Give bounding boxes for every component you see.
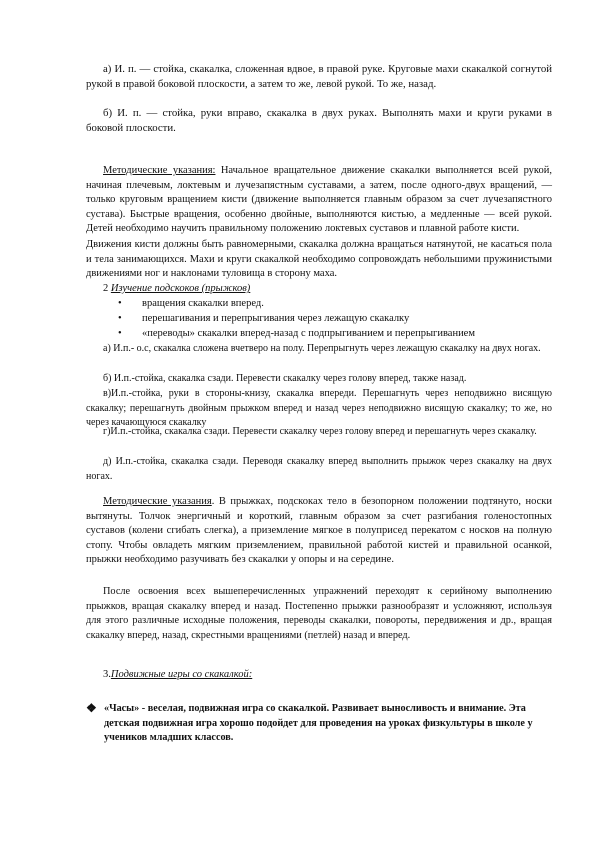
exercise-d-paragraph: д) И.п.-стойка, скакалка сзади. Переводя скакалку вперед выполнить прыжок через скакалку на двух ногах.: [86, 456, 552, 482]
bullet-dot-icon: •: [118, 313, 122, 324]
exercise-g-paragraph: г)И.п.-стойка, скакалка сзади. Перевести скакалку через голову вперед и перешагнуть через скакалку.: [103, 426, 537, 437]
section-2-number: 2: [103, 283, 111, 294]
exercise-b2-paragraph: б) И.п.-стойка, скакалка сзади. Перевести скакалку через голову вперед, также назад.: [103, 373, 467, 384]
method-notes-text-2: . В прыжках, подскоках тело в безопорном положении подтянуто, носки вытянуты. Толчок энергичный и короткий, главным образом за счет разгибания голеностопных суставов (колени сгибать слегка), а приземление мягкое в полуприсед перекатом с носков на полную стопу. Чтобы овладеть мягким приземлением, правильной работой кистей и правильной осанкой, прыжки необходимо разучивать без скакалки у опоры и на середине.: [86, 496, 552, 566]
after-exercises-paragraph: После освоения всех вышеперечисленных упражнений переходят к серийному выполнению прыжков, вращая скакалку вперед и назад. Постепенно прыжки разнообразят и усложняют, используя для этого различные исходные положения, переводы скакалки, повороты, передвижения и др., вращая скакалку вперед, назад, скрестными вращениями (петлей) назад и вперед.: [86, 586, 552, 641]
diamond-bullet-icon: ❖: [86, 701, 97, 715]
section-2-heading: [86, 282, 552, 297]
method-notes-paragraph-1: [86, 164, 552, 237]
exercise-a2-paragraph: а) И.п.- о.с, скакалка сложена вчетверо на полу. Перепрыгнуть через лежащую скакалку на двух ногах.: [103, 343, 541, 354]
bullet-text: перешагивания и перепрыгивания через лежащую скакалку: [142, 313, 410, 324]
bullet-dot-icon: •: [118, 328, 122, 339]
bullet-item: [118, 312, 538, 327]
exercise-b-paragraph: б) И. п. — стойка, руки вправо, скакалка в двух руках. Выполнять махи и круги руками в боковой плоскости.: [86, 107, 552, 134]
section-3-heading: [86, 668, 552, 683]
method-notes-text-1: Начальное вращательное движение скакалки выполняется всей рукой, начиная плечевым, локтевым и лучезапястным суставами, а затем, после одного-двух вращений, — только круговым вращением кисти (движение выполняется главным образом за счет лучезапястного сустава). Быстрые вращения, особенно двойные, выполняются кистью, а медленные — всей рукой. Детей необходимо научить правильному положению локтевых суставов и плавной работе кисти.: [86, 165, 552, 235]
bullet-item: [118, 327, 538, 342]
bullet-text: «переводы» скакалки вперед-назад с подпрыгиванием и перепрыгиванием: [142, 328, 475, 339]
exercise-a-paragraph: а) И. п. — стойка, скакалка, сложенная вдвое, в правой руке. Круговые махи скакалкой согнутой рукой в правой боковой плоскости, а затем то же, левой рукой. То же, назад.: [86, 63, 552, 90]
hand-motion-paragraph: Движения кисти должны быть равномерными, скакалка должна вращаться натянутой, не касаться пола и тела занимающихся. Махи и круги скакалкой необходимо сопровождать небольшими пружинистыми движениями ног и наклонами туловища в сторону маха.: [86, 239, 552, 280]
bullet-dot-icon: •: [118, 298, 122, 309]
section-3-number: 3.: [103, 669, 111, 680]
method-notes-paragraph-2: [86, 495, 552, 568]
method-notes-label-2: Методические указания: [103, 496, 212, 507]
exercise-v-paragraph: в)И.п.-стойка, руки в стороны-книзу, скакалка впереди. Перешагнуть через неподвижно висящую скакалку; перешагнуть двойным прыжком вперед и назад через неподвижно висящую скакалку; то же, но через качающуюся скакалку: [86, 388, 552, 429]
bullet-item: [118, 297, 538, 312]
section-3-title: Подвижные игры со скакалкой:: [110, 669, 253, 680]
bullet-text: вращения скакалки вперед.: [142, 298, 264, 309]
games-list-item: [86, 702, 556, 746]
section-2-title: Изучение подскоков (прыжков): [110, 283, 251, 294]
games-item-text: «Часы» - веселая, подвижная игра со скакалкой. Развивает выносливость и внимание. Эта детская подвижная игра хорошо подойдет для проведения на уроках физкультуры в школе у учеников младших классов.: [104, 703, 533, 744]
method-notes-label-1: Методические указания:: [103, 165, 216, 176]
